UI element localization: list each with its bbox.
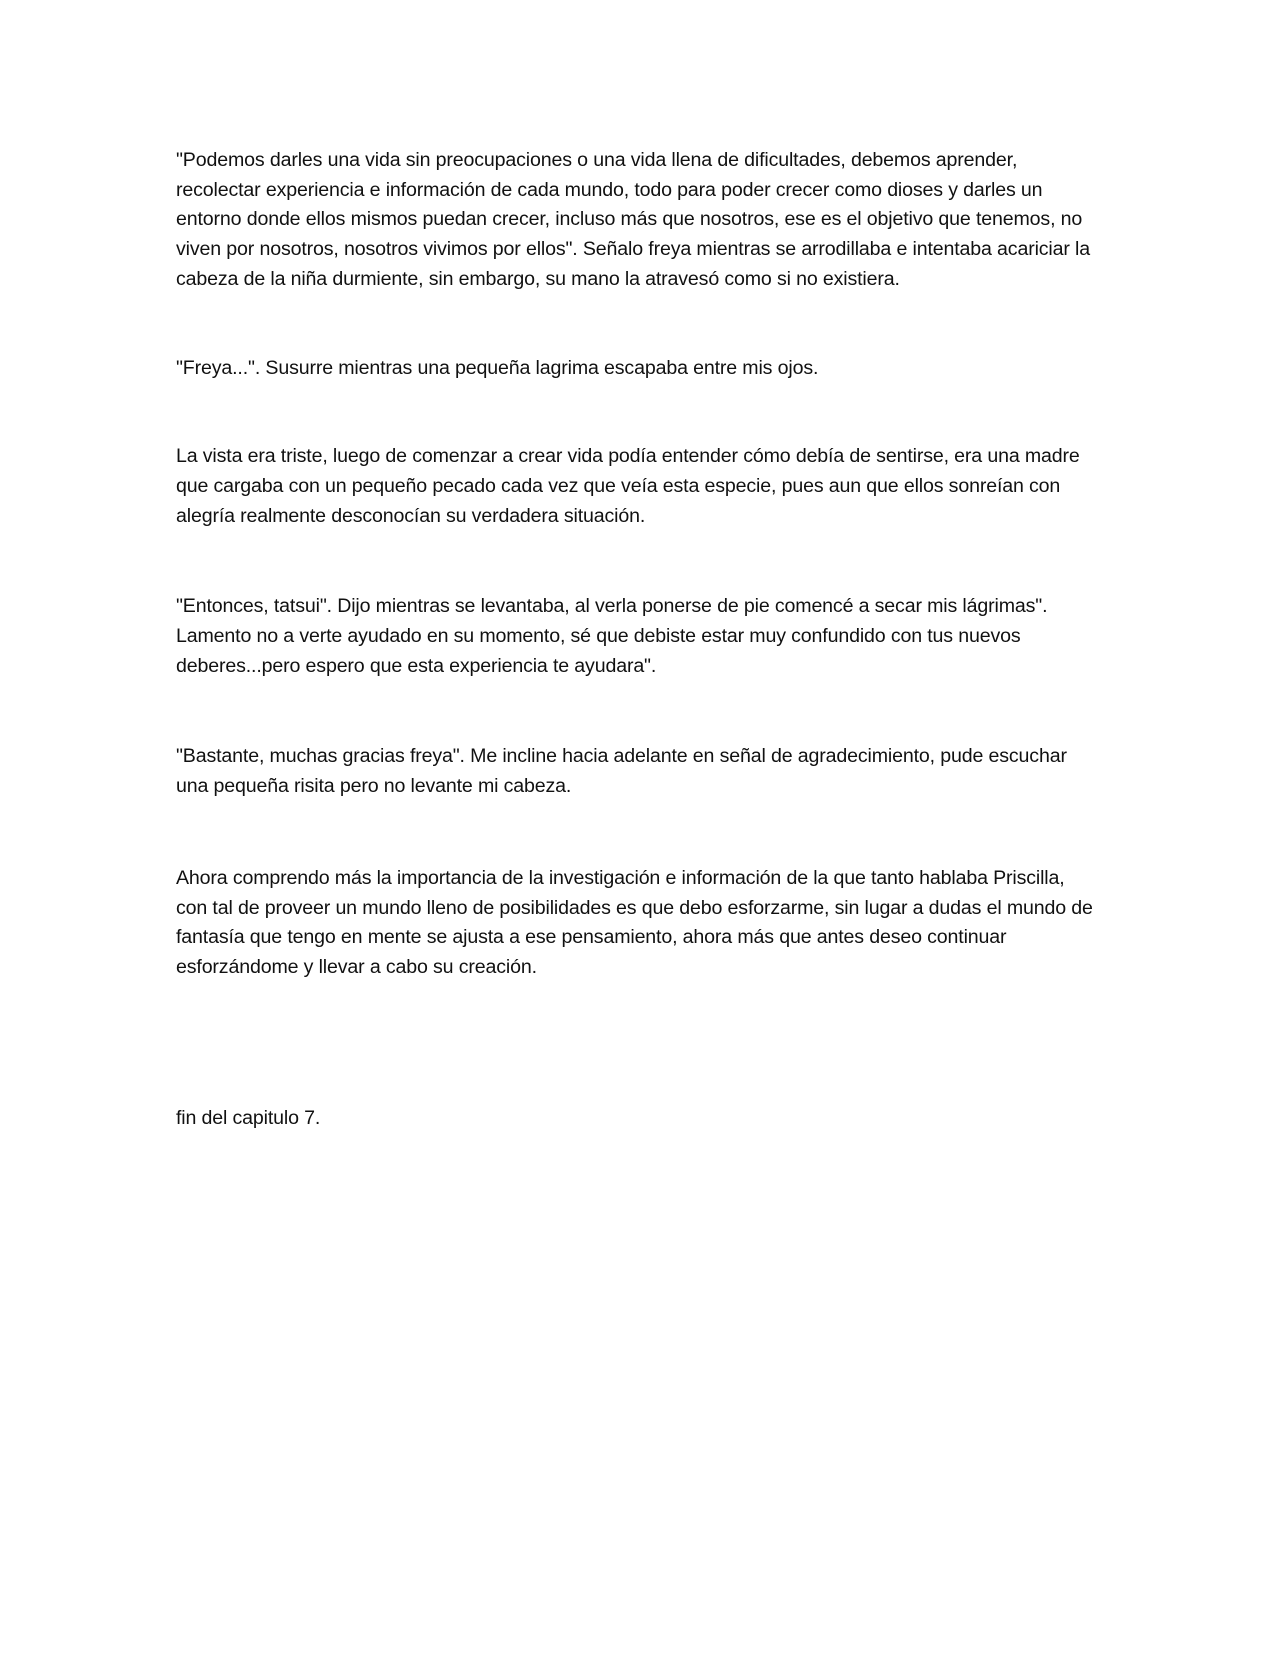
paragraph-1: "Podemos darles una vida sin preocupaciones o una vida llena de dificultades, debemos aprender, recolectar experiencia e información de cada mundo, todo para poder crecer como dioses y darles un entorno donde ellos mismos puedan crecer, incluso más que nosotros, ese es el objetivo que tenemos, no viven por nosotros, nosotros vivimos por ellos". Señalo freya mientras se arrodillaba e intentaba acariciar la cabeza de la niña durmiente, sin embargo, su mano la atravesó como si no existiera. xyxy=(176,149,1090,290)
paragraph-6: Ahora comprendo más la importancia de la investigación e información de la que tanto hablaba Priscilla, con tal de proveer un mundo lleno de posibilidades es que debo esforzarme, sin lugar a dudas el mundo de fantasía que tengo en mente se ajusta a ese pensamiento, ahora más que antes deseo continuar esforzándome y llevar a cabo su creación. xyxy=(176,866,1093,978)
chapter-end-note: fin del capitulo 7. xyxy=(176,1106,321,1129)
paragraph-4: "Entonces, tatsui". Dijo mientras se levantaba, al verla ponerse de pie comencé a secar mis lágrimas". Lamento no a verte ayudado en su momento, sé que debiste estar muy confundido con tus nuevos deberes...pero espero que esta experiencia te ayudara". xyxy=(176,595,1048,677)
document-body xyxy=(176,146,1096,1133)
paragraph-3: La vista era triste, luego de comenzar a crear vida podía entender cómo debía de sentirse, era una madre que cargaba con un pequeño pecado cada vez que veía esta especie, pues aun que ellos sonreían con alegría realmente desconocían su verdadera situación. xyxy=(176,445,1080,527)
paragraph-2: "Freya...". Susurre mientras una pequeña lagrima escapaba entre mis ojos. xyxy=(176,356,819,379)
paragraph-5: "Bastante, muchas gracias freya". Me incline hacia adelante en señal de agradecimiento, pude escuchar una pequeña risita pero no levante mi cabeza. xyxy=(176,745,1067,798)
